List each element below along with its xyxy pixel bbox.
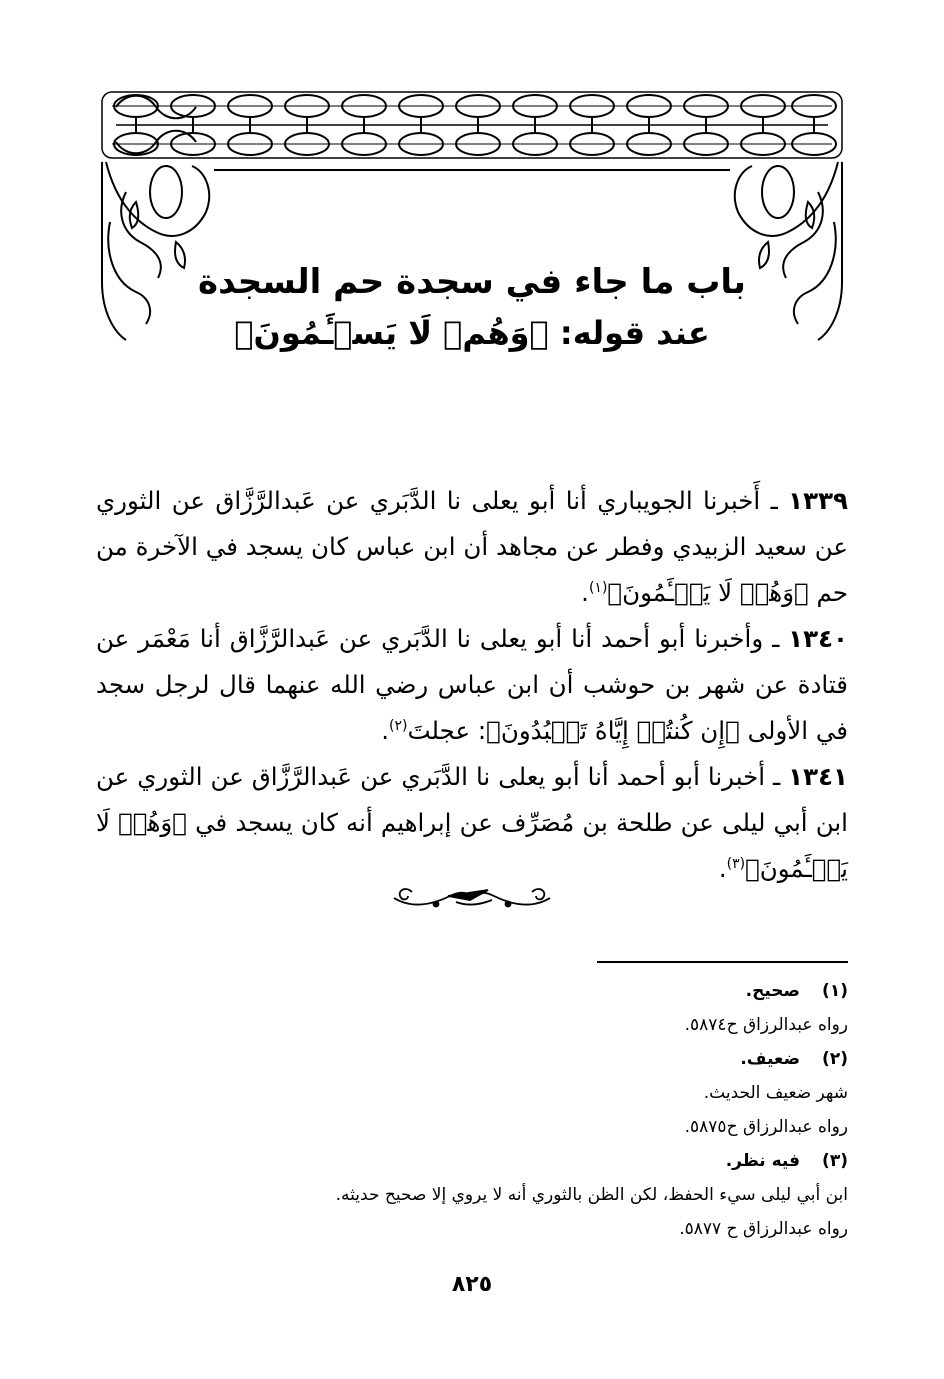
hadith-number: ١٣٤٠ (788, 624, 848, 653)
ornamental-divider (390, 880, 554, 914)
hadith-1340 (96, 616, 848, 754)
quran-quote: ﴿إِن كُنتُمۡ إِيَّاهُ تَعۡبُدُونَ﴾ (486, 716, 740, 745)
footnote-ref[interactable]: (٢) (389, 717, 408, 734)
quran-quote: ﴿وَهُمۡ لَا يَسۡـَٔمُونَ﴾ (607, 578, 809, 607)
footnotes (96, 974, 848, 1246)
footnote-ref[interactable]: (١) (588, 579, 608, 596)
hadith-number: ١٣٤١ (788, 762, 848, 791)
footnote-number: (٣) (822, 1151, 848, 1171)
hadith-number: ١٣٣٩ (788, 486, 848, 515)
footnote-3-header (96, 1144, 848, 1178)
chapter-title: باب ما جاء في سجدة حم السجدة (198, 262, 746, 302)
sentence-end: . (718, 854, 727, 883)
hadith-1341 (96, 754, 848, 892)
footnote-line: شهر ضعيف الحديث. (703, 1083, 848, 1103)
hadith-text: ـ أخبرنا أبو أحمد أنا أبو يعلى نا الدَّبَري عن عَبدالرَّزَّاق عن الثوري عن ابن أبي ليلى عن طلحة بن مُصَرِّف عن إبراهيم أنه كان يسجد في (96, 762, 848, 837)
footnote-line: رواه عبدالرزاق ح٥٨٧٤. (684, 1015, 848, 1035)
hadith-text-after-quote: : عجلتَ (407, 716, 487, 745)
footnote-line: ابن أبي ليلى سيء الحفظ، لكن الظن بالثوري أنه لا يروي إلا صحيح حديثه. (335, 1185, 848, 1205)
hadith-text: ـ أَخبرنا الجويباري أنا أبو يعلى نا الدَّبَري عن عَبدالرَّزَّاق عن الثوري عن سعيد الزبيدي وفطر عن مجاهد أن ابن عباس كان يسجد في الآخرة من حم (96, 486, 848, 607)
sentence-end: . (581, 578, 589, 607)
ornamental-header-frame (96, 82, 848, 342)
footnote-grade: صحيح. (745, 981, 800, 1001)
hadith-1339 (96, 478, 848, 616)
hadith-body (96, 478, 848, 892)
chapter-subtitle: عند قوله: ﴿وَهُمۡ لَا يَسۡـَٔمُونَ﴾ (234, 314, 710, 352)
footnote-1-header (96, 974, 848, 1008)
footnote-grade: ضعيف. (740, 1049, 800, 1069)
footnote-2-header (96, 1042, 848, 1076)
footnote-separator (597, 961, 848, 963)
footnote-grade: فيه نظر. (725, 1151, 800, 1171)
sentence-end: . (381, 716, 389, 745)
footnote-line: رواه عبدالرزاق ح٥٨٧٥. (684, 1117, 848, 1137)
footnote-line: رواه عبدالرزاق ح ٥٨٧٧. (679, 1219, 848, 1239)
footnote-ref[interactable]: (٣) (726, 855, 746, 872)
hadith-text: ـ وأخبرنا أبو أحمد أنا أبو يعلى نا الدَّبَري عن عَبدالرَّزَّاق أنا مَعْمَر عن قتادة عن شهر بن حوشب أن ابن عباس رضي الله عنهما قال لرجل سجد في الأولى (96, 624, 848, 745)
footnote-number: (٢) (822, 1049, 848, 1069)
page-number: ٨٢٥ (451, 1272, 493, 1297)
quran-quote: ﴿وَهُمۡ لَا يَسۡـَٔمُونَ﴾ (96, 808, 848, 883)
footnote-number: (١) (822, 981, 848, 1001)
